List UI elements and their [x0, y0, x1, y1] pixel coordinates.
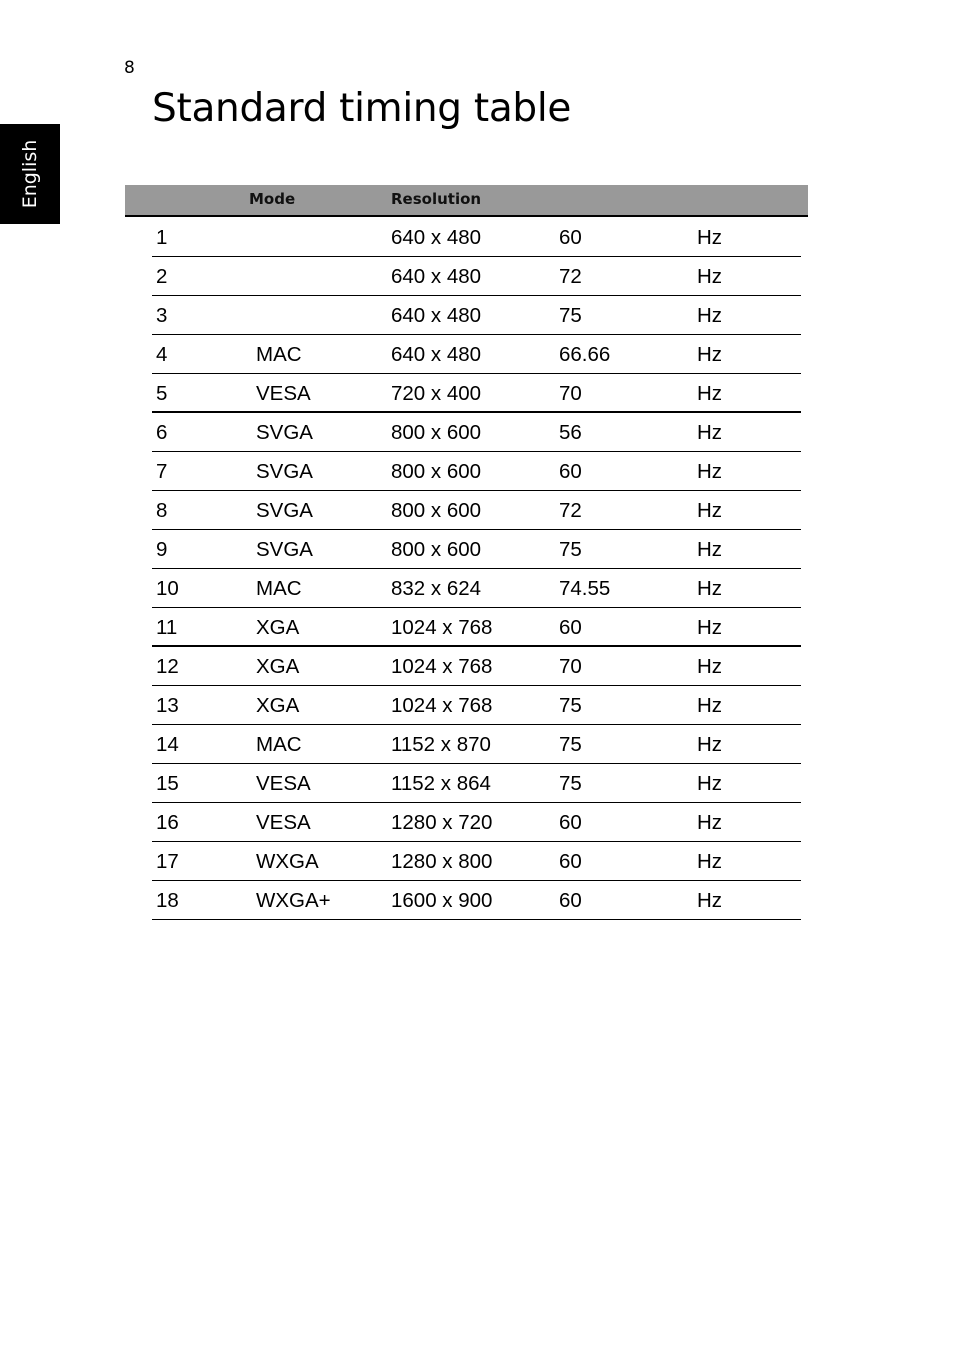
cell-resolution: 800 x 600	[391, 499, 482, 522]
cell-mode: MAC	[256, 343, 302, 366]
cell-resolution: 1280 x 800	[391, 850, 493, 873]
cell-number: 7	[156, 460, 168, 483]
cell-mode: SVGA	[256, 538, 313, 561]
cell-number: 17	[156, 850, 179, 873]
cell-refresh-rate: 72	[559, 499, 582, 522]
cell-number: 12	[156, 655, 179, 678]
table-row	[152, 608, 801, 647]
table-row	[152, 803, 801, 842]
cell-unit: Hz	[697, 889, 723, 912]
cell-refresh-rate: 70	[559, 382, 582, 405]
cell-mode: XGA	[256, 655, 300, 678]
cell-mode: SVGA	[256, 460, 313, 483]
cell-number: 13	[156, 694, 179, 717]
cell-resolution: 800 x 600	[391, 421, 482, 444]
cell-mode: VESA	[256, 382, 311, 405]
cell-resolution: 1024 x 768	[391, 655, 493, 678]
header-mode: Mode	[249, 190, 296, 208]
table-row	[152, 452, 801, 491]
cell-resolution: 640 x 480	[391, 343, 482, 366]
cell-number: 11	[156, 616, 178, 639]
cell-resolution: 1024 x 768	[391, 616, 493, 639]
cell-number: 3	[156, 304, 168, 327]
cell-unit: Hz	[697, 694, 723, 717]
cell-mode: WXGA	[256, 850, 319, 873]
cell-number: 2	[156, 265, 168, 288]
cell-refresh-rate: 60	[559, 460, 582, 483]
cell-refresh-rate: 75	[559, 304, 582, 327]
cell-unit: Hz	[697, 616, 723, 639]
cell-number: 14	[156, 733, 179, 756]
cell-mode: WXGA+	[256, 889, 331, 912]
cell-refresh-rate: 74.55	[559, 577, 611, 600]
cell-refresh-rate: 75	[559, 733, 582, 756]
table-row	[152, 335, 801, 374]
cell-resolution: 1152 x 864	[391, 772, 491, 795]
cell-unit: Hz	[697, 382, 723, 405]
cell-number: 8	[156, 499, 168, 522]
timing-table-body	[152, 218, 801, 920]
cell-resolution: 1152 x 870	[391, 733, 491, 756]
table-row	[152, 569, 801, 608]
cell-refresh-rate: 72	[559, 265, 582, 288]
cell-unit: Hz	[697, 460, 723, 483]
cell-mode: VESA	[256, 772, 311, 795]
cell-resolution: 800 x 600	[391, 538, 482, 561]
table-row	[152, 374, 801, 413]
cell-refresh-rate: 60	[559, 850, 582, 873]
cell-refresh-rate: 56	[559, 421, 582, 444]
table-row	[152, 296, 801, 335]
cell-unit: Hz	[697, 265, 723, 288]
table-row	[152, 491, 801, 530]
cell-refresh-rate: 60	[559, 811, 582, 834]
cell-mode: MAC	[256, 577, 302, 600]
table-row	[152, 842, 801, 881]
table-row	[152, 530, 801, 569]
cell-resolution: 800 x 600	[391, 460, 482, 483]
cell-refresh-rate: 70	[559, 655, 582, 678]
cell-mode: SVGA	[256, 421, 313, 444]
table-row	[152, 764, 801, 803]
cell-resolution: 640 x 480	[391, 304, 482, 327]
cell-unit: Hz	[697, 772, 723, 795]
page-number: 8	[124, 58, 135, 78]
cell-unit: Hz	[697, 733, 723, 756]
header-resolution: Resolution	[391, 190, 482, 208]
cell-mode: XGA	[256, 694, 300, 717]
cell-number: 1	[156, 226, 168, 249]
cell-mode: SVGA	[256, 499, 313, 522]
cell-resolution: 1600 x 900	[391, 889, 493, 912]
cell-refresh-rate: 75	[559, 538, 582, 561]
cell-refresh-rate: 66.66	[559, 343, 611, 366]
cell-unit: Hz	[697, 226, 723, 249]
cell-unit: Hz	[697, 538, 723, 561]
cell-refresh-rate: 75	[559, 694, 582, 717]
timing-table-header	[125, 185, 808, 217]
cell-unit: Hz	[697, 499, 723, 522]
table-row	[152, 686, 801, 725]
cell-resolution: 720 x 400	[391, 382, 482, 405]
cell-refresh-rate: 60	[559, 616, 582, 639]
table-row	[152, 725, 801, 764]
cell-refresh-rate: 60	[559, 889, 582, 912]
cell-unit: Hz	[697, 343, 723, 366]
cell-mode: XGA	[256, 616, 300, 639]
cell-number: 18	[156, 889, 179, 912]
cell-resolution: 1024 x 768	[391, 694, 493, 717]
cell-resolution: 1280 x 720	[391, 811, 493, 834]
cell-number: 10	[156, 577, 179, 600]
cell-unit: Hz	[697, 421, 723, 444]
cell-refresh-rate: 60	[559, 226, 582, 249]
cell-mode: VESA	[256, 811, 311, 834]
table-row	[152, 413, 801, 452]
language-side-tab	[0, 124, 60, 224]
cell-number: 4	[156, 343, 168, 366]
cell-unit: Hz	[697, 577, 723, 600]
cell-resolution: 640 x 480	[391, 265, 482, 288]
page-title: Standard timing table	[152, 86, 572, 131]
table-row	[152, 647, 801, 686]
cell-resolution: 832 x 624	[391, 577, 482, 600]
cell-number: 9	[156, 538, 168, 561]
cell-number: 15	[156, 772, 179, 795]
table-row	[152, 881, 801, 920]
cell-unit: Hz	[697, 850, 723, 873]
cell-number: 6	[156, 421, 168, 444]
cell-mode: MAC	[256, 733, 302, 756]
cell-refresh-rate: 75	[559, 772, 582, 795]
table-row	[152, 257, 801, 296]
table-row	[152, 218, 801, 257]
cell-number: 16	[156, 811, 179, 834]
cell-unit: Hz	[697, 655, 723, 678]
cell-resolution: 640 x 480	[391, 226, 482, 249]
cell-unit: Hz	[697, 811, 723, 834]
cell-number: 5	[156, 382, 168, 405]
language-side-tab-label: English	[19, 139, 41, 209]
cell-unit: Hz	[697, 304, 723, 327]
